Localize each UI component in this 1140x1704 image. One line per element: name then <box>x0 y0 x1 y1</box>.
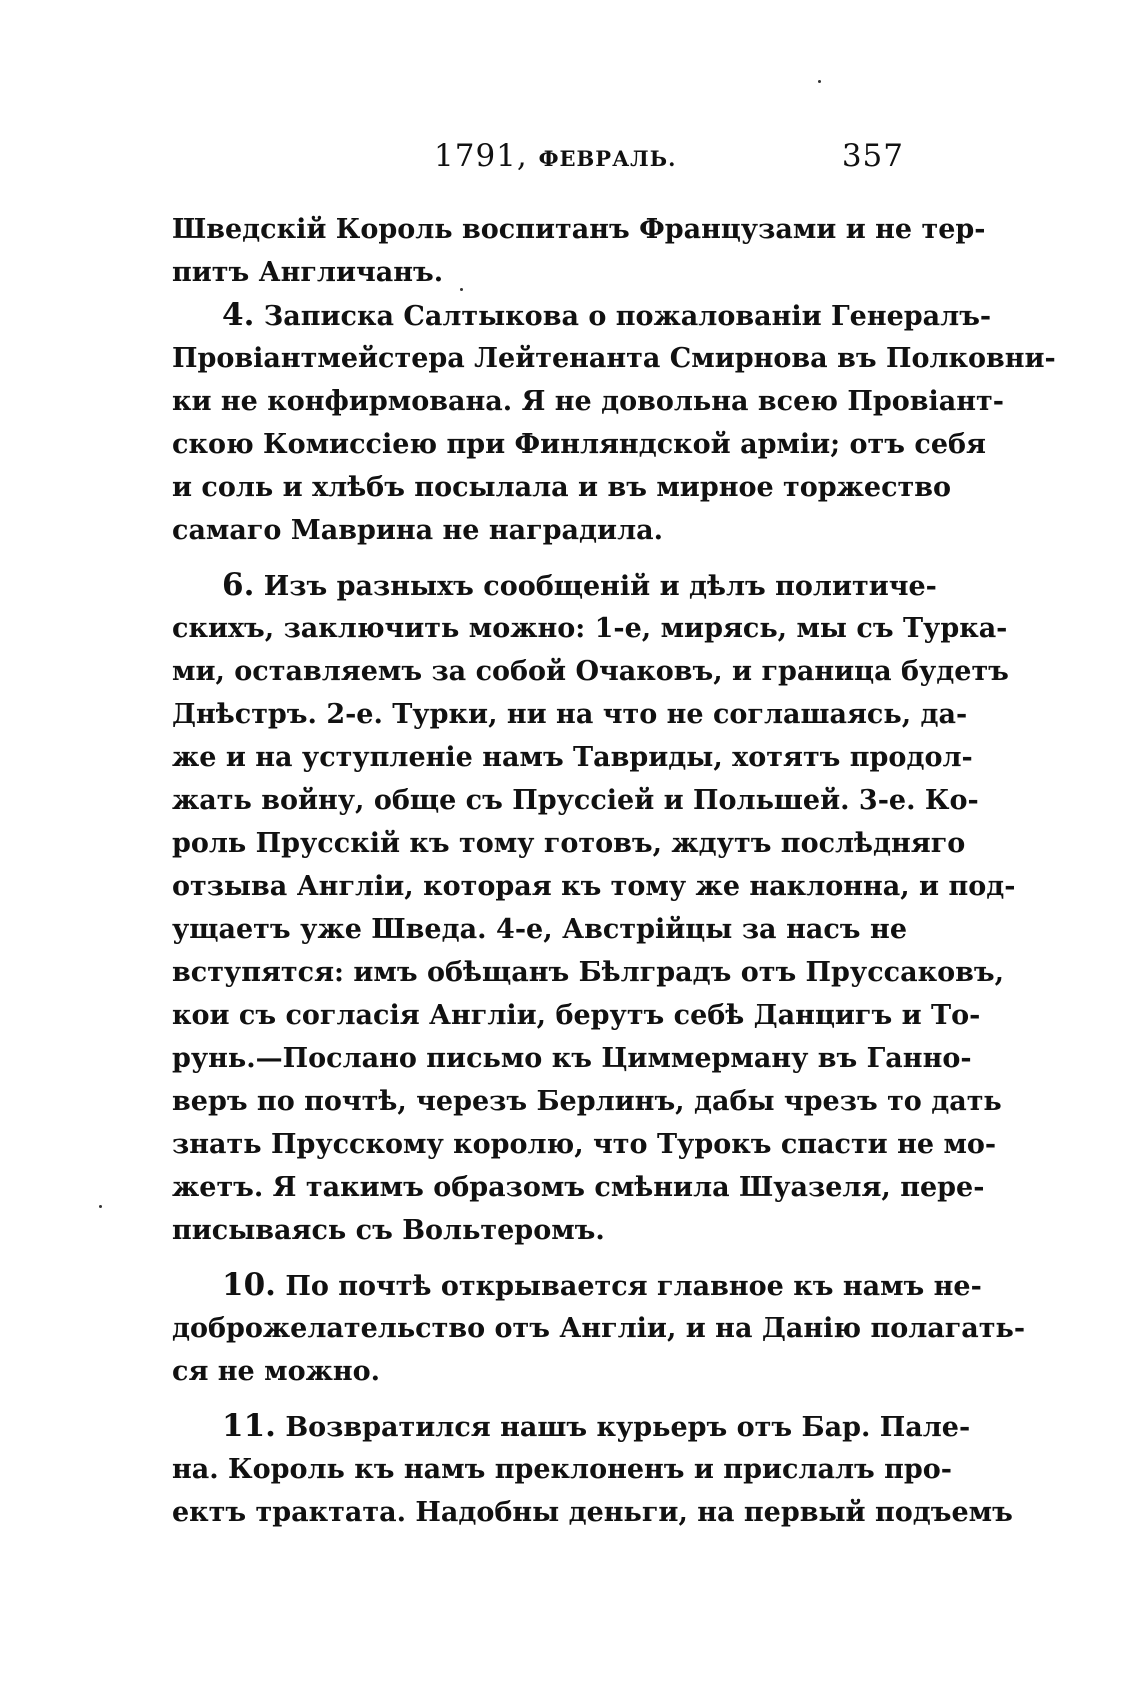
paragraph-gap <box>172 1393 907 1405</box>
print-speck <box>99 1205 102 1208</box>
text-line: веръ по почтѣ, черезъ Берлинъ, дабы чрезъ то дать <box>172 1086 1002 1117</box>
entry-6 <box>172 564 1016 1252</box>
text-line: роль Прусскій къ тому готовъ, ждутъ послѣдняго <box>172 828 966 859</box>
text-line: ся не можно. <box>172 1356 381 1387</box>
text-line: Днѣстръ. 2-е. Турки, ни на что не соглашаясь, да- <box>172 699 968 730</box>
text-line: же и на уступленіе намъ Тавриды, хотятъ продол- <box>172 742 973 773</box>
header-month: ФЕВРАЛЬ. <box>538 146 677 171</box>
text-line: вступятся: имъ обѣщанъ Бѣлградъ отъ Пруссаковъ, <box>172 957 1004 988</box>
text-line: на. Король къ намъ преклоненъ и прислалъ про- <box>172 1454 952 1485</box>
text-line: Шведскій Король воспитанъ Французами и не тер- <box>172 214 986 245</box>
entry-number: 6. <box>222 567 255 603</box>
entry-number: 4. <box>222 297 255 333</box>
text-line: писываясь съ Вольтеромъ. <box>172 1215 605 1246</box>
body-text <box>172 208 1056 1534</box>
text-line-content: Записка Салтыкова о пожалованіи Генералъ- <box>263 301 992 332</box>
text-line-content: По почтѣ открывается главное къ намъ не- <box>285 1271 982 1302</box>
text-line: скихъ, заключить можно: 1-е, мирясь, мы съ Турка- <box>172 613 1008 644</box>
text-line: и соль и хлѣбъ посылала и въ мирное торжество <box>172 472 952 503</box>
text-line: отзыва Англіи, которая къ тому же наклонна, и под- <box>172 871 1016 902</box>
paragraph-gap <box>172 552 907 564</box>
paragraph-gap <box>172 1252 907 1264</box>
text-line-content: Изъ разныхъ сообщеній и дѣлъ политиче- <box>263 571 937 602</box>
text-line: знать Прусскому королю, что Турокъ спасти не мо- <box>172 1129 997 1160</box>
text-line: жать войну, обще съ Пруссіей и Польшей. 3-е. Ко- <box>172 785 979 816</box>
print-speck <box>460 288 463 291</box>
entry-11 <box>172 1405 1013 1534</box>
print-speck <box>818 80 821 83</box>
text-line: Провіантмейстера Лейтенанта Смирнова въ Полковни- <box>172 343 1056 374</box>
text-line <box>172 1405 971 1448</box>
text-line-content: Возвратился нашъ курьеръ отъ Бар. Пале- <box>285 1412 971 1443</box>
text-line: ми, оставляемъ за собой Очаковъ, и граница будетъ <box>172 656 1009 687</box>
text-line <box>172 1264 982 1307</box>
paragraph-continuation <box>172 208 986 294</box>
entry-number: 11. <box>222 1408 276 1444</box>
text-line: самаго Маврина не наградила. <box>172 515 664 546</box>
text-line: ущаетъ уже Шведа. 4-е, Австрійцы за насъ не <box>172 914 907 945</box>
text-line: доброжелательство отъ Англіи, и на Данію полагать- <box>172 1313 1026 1344</box>
text-line: ки не конфирмована. Я не довольна всею Провіант- <box>172 386 1004 417</box>
page-number: 357 <box>841 138 904 174</box>
header-year: 1791, <box>434 138 528 174</box>
text-line <box>172 564 937 607</box>
text-line: питъ Англичанъ. <box>172 257 444 288</box>
running-title <box>434 138 676 174</box>
text-line: жетъ. Я такимъ образомъ смѣнила Шуазеля, пере- <box>172 1172 985 1203</box>
text-line: скою Комиссіею при Финляндской арміи; отъ себя <box>172 429 986 460</box>
entry-10 <box>172 1264 1026 1393</box>
entry-number: 10. <box>222 1267 276 1303</box>
text-line: рунь.—Послано письмо къ Циммерману въ Ганно- <box>172 1043 972 1074</box>
text-line: кои съ согласія Англіи, берутъ себѣ Данцигъ и То- <box>172 1000 981 1031</box>
text-line <box>172 294 992 337</box>
entry-4 <box>172 294 1056 552</box>
running-head <box>172 138 904 188</box>
text-line: ектъ трактата. Надобны деньги, на первый подъемъ <box>172 1497 1013 1528</box>
